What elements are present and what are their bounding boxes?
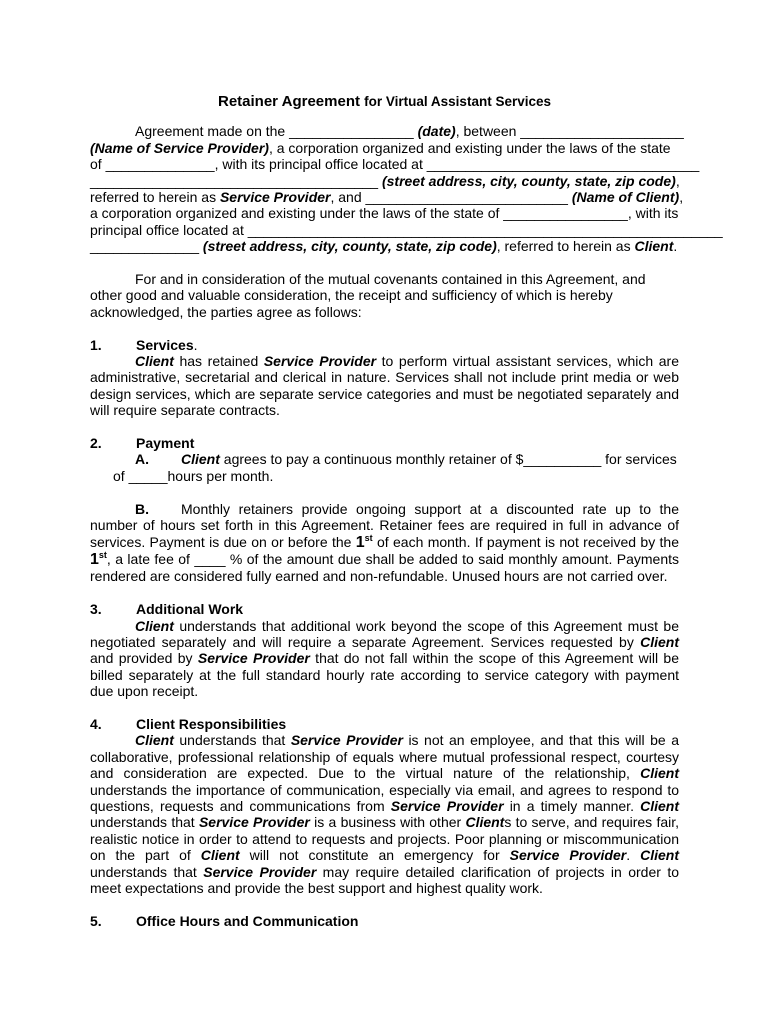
section-title-dot: .	[193, 336, 198, 353]
client-term: Client	[640, 633, 679, 650]
section-text: understands the importance of communication, especially via email, and agrees to respond to questions, requests and communications from	[90, 781, 679, 814]
consideration-paragraph: For and in consideration of the mutual covenants contained in this Agreement, and other good and valuable consideration, the receipt and sufficiency of which is hereby acknowledged, the parties agree as follows:	[90, 271, 646, 320]
section-title: Services	[136, 336, 194, 353]
section-text: understands that additional work beyond the scope of this Agreement must be negotiated separately and will require a separate Agreement. Services requested by	[90, 617, 679, 650]
date-label: (date)	[417, 123, 456, 140]
section-text: Monthly retainers provide ongoing support at a discounted rate up to the number of hours set forth in this Agreement. Retainer fees are required in full in advance of services. Payment is due on or before the	[90, 500, 679, 550]
service-provider-term: Service Provider	[219, 189, 331, 206]
section-number: 1.	[90, 336, 102, 353]
ordinal-suffix: st	[364, 532, 373, 543]
intro-text: , and __________________________	[330, 189, 572, 206]
section-1-body	[90, 353, 679, 419]
service-provider-term: Service Provider	[290, 732, 403, 749]
section-text: is a business with other	[309, 814, 466, 831]
intro-text: ______________	[90, 238, 203, 255]
section-text: will not constitute an emergency for	[239, 847, 510, 864]
section-number: 3.	[90, 601, 102, 618]
intro-line-8	[90, 238, 679, 254]
intro-line-5	[90, 189, 684, 206]
intro-text: .	[673, 238, 678, 255]
section-4-body	[90, 732, 679, 896]
section-4-heading	[90, 716, 679, 732]
section-title: Client Responsibilities	[136, 715, 287, 732]
client-term: Client	[640, 847, 679, 864]
client-term: Client	[181, 451, 220, 468]
section-3-body	[90, 618, 679, 700]
clause-label: A.	[135, 451, 149, 468]
intro-text: ,	[679, 189, 684, 206]
section-text: s to serve, and requires fair, realistic notice in order to attend to requests and projects. Poor planning or miscommunication on the part of	[90, 814, 680, 864]
section-text: agrees to pay a continuous monthly retainer of $__________ for services	[219, 451, 677, 468]
intro-text: referred to herein as	[90, 189, 220, 206]
intro-text: , a corporation organized and existing under the laws of the state	[268, 139, 671, 156]
client-term: Client	[634, 238, 674, 255]
title-sub: for Virtual Assistant Services	[364, 94, 551, 109]
section-number: 4.	[90, 715, 102, 732]
intro-line-7: principal office located at _____________________________________________________________	[90, 221, 723, 238]
intro-text: Agreement made on the ________________	[135, 123, 418, 140]
section-text: understands that	[173, 732, 291, 749]
client-term: Client	[640, 797, 679, 814]
document-body	[90, 93, 723, 929]
service-provider-term: Service Provider	[198, 814, 310, 831]
section-text: understands that	[90, 863, 204, 880]
section-text: to perform virtual assistant services, which are administrative, secretarial and clerical in nature. Services shall not include print media or web design services, which are separate service categories and must be negotiated separately and will require separate contracts.	[90, 353, 679, 419]
intro-line-4	[90, 173, 679, 189]
intro-text: , between _____________________	[455, 123, 684, 140]
section-text: understands that	[90, 814, 199, 831]
service-provider-term: Service Provider	[263, 353, 377, 370]
intro-line-2	[90, 140, 679, 156]
intro-text: ,	[675, 172, 680, 189]
payment-clause-a	[90, 451, 679, 467]
service-provider-term: Service Provider	[197, 650, 310, 667]
client-term: Client	[135, 732, 174, 749]
client-term: Client	[465, 814, 505, 831]
section-text: is not an employee, and that this will be a collaborative, professional relationship of equals where mutual professional respect, courtesy and consideration are expected. Due to the virtual nature of the relationship,	[90, 732, 679, 782]
clause-label: B.	[135, 500, 149, 517]
section-text: that do not fall within the scope of this Agreement will be billed separately at the full standard hourly rate according to service category with payment due upon receipt.	[90, 650, 679, 700]
address-label: (street address, city, county, state, zip code)	[381, 172, 676, 189]
section-title: Office Hours and Communication	[136, 912, 359, 929]
payment-clause-a-cont: of _____hours per month.	[113, 467, 274, 484]
title-main: Retainer Agreement	[217, 93, 360, 110]
section-text: in a timely manner.	[503, 797, 641, 814]
client-term: Client	[135, 353, 174, 370]
intro-text: , referred to herein as	[496, 238, 635, 255]
client-term: Client	[640, 765, 679, 782]
service-provider-term: Service Provider	[203, 863, 317, 880]
client-term: Client	[135, 617, 174, 634]
section-text: has retained	[173, 353, 264, 370]
section-5-heading	[90, 913, 679, 929]
intro-line-6: a corporation organized and existing under the laws of the state of ________________, with its	[90, 205, 679, 222]
ordinal-suffix: st	[98, 549, 107, 560]
section-title: Additional Work	[136, 601, 244, 618]
client-name-label: (Name of Client)	[571, 189, 680, 206]
section-3-heading	[90, 601, 679, 617]
section-number: 2.	[90, 435, 102, 452]
section-text: , a late fee of ____ % of the amount due shall be added to said monthly amount. Payments rendered are considered fully earned and non-refundable. Unused hours are not carried over.	[90, 550, 679, 585]
intro-text: _____________________________________	[90, 172, 382, 189]
address-label: (street address, city, county, state, zip code)	[202, 238, 497, 255]
service-provider-term: Service Provider	[509, 847, 627, 864]
intro-paragraph	[90, 123, 723, 255]
intro-line-1	[90, 123, 684, 140]
section-2-heading	[90, 435, 679, 451]
section-text: of each month. If payment is not received by the	[372, 533, 679, 550]
section-number: 5.	[90, 912, 102, 929]
intro-line-3: of ______________, with its principal office located at ___________________________________	[90, 156, 700, 173]
section-title: Payment	[136, 435, 195, 452]
service-provider-term: Service Provider	[390, 797, 504, 814]
section-1-heading	[90, 337, 679, 353]
section-text: and provided by	[90, 650, 198, 667]
section-text: may require detailed clarification of projects in order to meet expectations and provide the best support and highest quality work.	[90, 863, 679, 896]
payment-clause-b	[90, 501, 679, 585]
document-title	[90, 94, 679, 110]
ordinal-number: 1	[90, 550, 99, 568]
section-text: .	[626, 847, 641, 864]
client-term: Client	[200, 847, 240, 864]
ordinal-number: 1	[355, 533, 365, 551]
service-provider-name-label: (Name of Service Provider)	[90, 139, 269, 156]
